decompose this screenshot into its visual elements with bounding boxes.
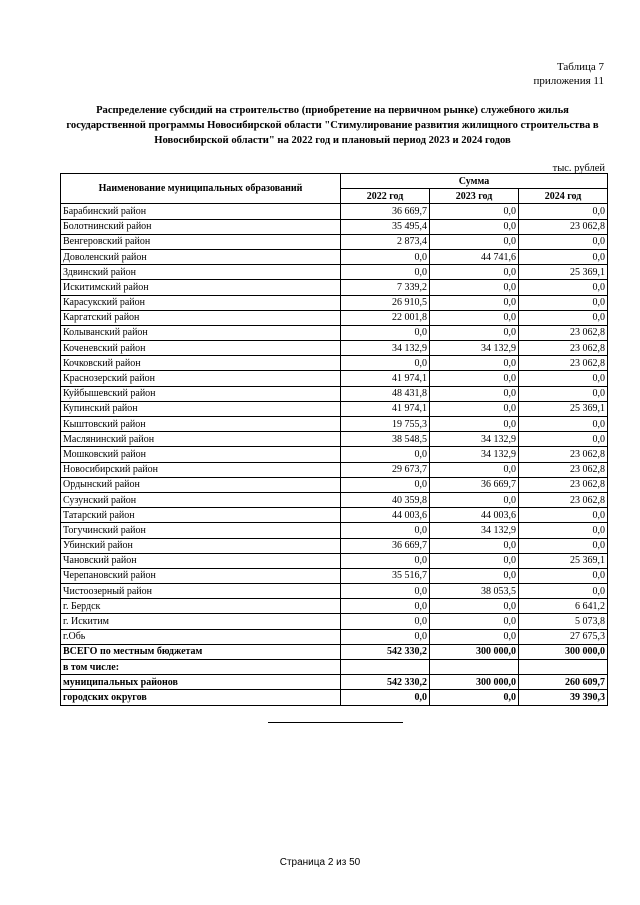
amount-2024-cell: 23 062,8: [519, 492, 608, 507]
municipality-name-cell: г. Бердск: [61, 599, 341, 614]
amount-2022-cell: 0,0: [341, 356, 430, 371]
amount-2023-cell: 0,0: [430, 310, 519, 325]
amount-2023-cell: 34 132,9: [430, 341, 519, 356]
subsidy-table: [60, 173, 608, 706]
amount-2022-cell: 41 974,1: [341, 401, 430, 416]
column-header-sum: Сумма: [341, 174, 608, 189]
amount-2024-cell: 0,0: [519, 280, 608, 295]
page-number: Страница 2 из 50: [279, 857, 361, 868]
amount-2022-cell: 29 673,7: [341, 462, 430, 477]
amount-2022-cell: 26 910,5: [341, 295, 430, 310]
amount-2022-cell: 0,0: [341, 325, 430, 340]
amount-2024-cell: 25 369,1: [519, 553, 608, 568]
amount-2023-cell: 0,0: [430, 325, 519, 340]
amount-2023-cell: 34 132,9: [430, 523, 519, 538]
table-row: [61, 219, 608, 234]
table-row: [61, 523, 608, 538]
amount-2022-cell: 36 669,7: [341, 204, 430, 219]
amount-2024-cell: 0,0: [519, 584, 608, 599]
amount-2023-cell: 34 132,9: [430, 447, 519, 462]
amount-2022-cell: 0,0: [341, 477, 430, 492]
amount-2022-cell: 542 330,2: [341, 675, 430, 690]
amount-2024-cell: 23 062,8: [519, 341, 608, 356]
amount-2023-cell: 36 669,7: [430, 477, 519, 492]
table-label: Таблица 7: [556, 61, 604, 73]
amount-2023-cell: 0,0: [430, 462, 519, 477]
municipality-name-cell: Венгеровский район: [61, 234, 341, 249]
amount-2024-cell: 0,0: [519, 523, 608, 538]
amount-2024-cell: 0,0: [519, 386, 608, 401]
municipality-name-cell: Мошковский район: [61, 447, 341, 462]
amount-2022-cell: 35 516,7: [341, 568, 430, 583]
table-row: [61, 371, 608, 386]
table-row: [61, 386, 608, 401]
amount-2024-cell: 23 062,8: [519, 356, 608, 371]
table-row: [61, 553, 608, 568]
municipality-name-cell: Маслянинский район: [61, 432, 341, 447]
municipality-name-cell: г.Обь: [61, 629, 341, 644]
table-row: [61, 249, 608, 264]
amount-2023-cell: 0,0: [430, 690, 519, 705]
amount-2023-cell: 0,0: [430, 492, 519, 507]
amount-2022-cell: 34 132,9: [341, 341, 430, 356]
municipality-name-cell: Убинский район: [61, 538, 341, 553]
empty-cell: [341, 660, 430, 675]
amount-2024-cell: 27 675,3: [519, 629, 608, 644]
municipality-name-cell: Краснозерский район: [61, 371, 341, 386]
units-label: тыс. рублей: [552, 163, 605, 174]
municipality-name-cell: Чистоозерный район: [61, 584, 341, 599]
amount-2023-cell: 0,0: [430, 386, 519, 401]
table-row: [61, 477, 608, 492]
municipality-name-cell: Коченевский район: [61, 341, 341, 356]
municipality-name-cell: Ордынский район: [61, 477, 341, 492]
municipality-name-cell: Купинский район: [61, 401, 341, 416]
municipality-name-cell: Каргатский район: [61, 310, 341, 325]
table-row: [61, 325, 608, 340]
amount-2023-cell: 0,0: [430, 280, 519, 295]
amount-2023-cell: 0,0: [430, 234, 519, 249]
municipality-name-cell: муниципальных районов: [61, 675, 341, 690]
amount-2023-cell: 0,0: [430, 295, 519, 310]
amount-2024-cell: 0,0: [519, 568, 608, 583]
table-row: [61, 584, 608, 599]
column-header-year-2024: 2024 год: [519, 189, 608, 204]
amount-2023-cell: 0,0: [430, 356, 519, 371]
column-header-name: Наименование муниципальных образований: [61, 174, 341, 204]
amount-2022-cell: 44 003,6: [341, 508, 430, 523]
empty-cell: [519, 660, 608, 675]
amount-2022-cell: 0,0: [341, 447, 430, 462]
amount-2022-cell: 0,0: [341, 523, 430, 538]
including-row: [61, 660, 608, 675]
amount-2024-cell: 0,0: [519, 310, 608, 325]
including-label: в том числе:: [61, 660, 341, 675]
amount-2023-cell: 0,0: [430, 401, 519, 416]
municipality-name-cell: Чановский район: [61, 553, 341, 568]
amount-2023-cell: 0,0: [430, 204, 519, 219]
amount-2022-cell: 0,0: [341, 629, 430, 644]
amount-2023-cell: 44 003,6: [430, 508, 519, 523]
municipality-name-cell: Болотнинский район: [61, 219, 341, 234]
amount-2024-cell: 5 073,8: [519, 614, 608, 629]
amount-2023-cell: 0,0: [430, 417, 519, 432]
amount-2024-cell: 300 000,0: [519, 644, 608, 659]
amount-2023-cell: 44 741,6: [430, 249, 519, 264]
amount-2022-cell: 19 755,3: [341, 417, 430, 432]
table-row: [61, 204, 608, 219]
amount-2024-cell: 0,0: [519, 432, 608, 447]
column-header-year-2022: 2022 год: [341, 189, 430, 204]
table-row: [61, 629, 608, 644]
amount-2023-cell: 300 000,0: [430, 644, 519, 659]
amount-2022-cell: 35 495,4: [341, 219, 430, 234]
amount-2024-cell: 0,0: [519, 371, 608, 386]
header-row: [61, 174, 608, 189]
amount-2023-cell: 0,0: [430, 629, 519, 644]
municipality-name-cell: Тогучинский район: [61, 523, 341, 538]
amount-2023-cell: 34 132,9: [430, 432, 519, 447]
amount-2024-cell: 23 062,8: [519, 447, 608, 462]
amount-2022-cell: 36 669,7: [341, 538, 430, 553]
amount-2024-cell: 6 641,2: [519, 599, 608, 614]
amount-2022-cell: 22 001,8: [341, 310, 430, 325]
amount-2022-cell: 0,0: [341, 690, 430, 705]
municipality-name-cell: г. Искитим: [61, 614, 341, 629]
municipality-name-cell: Сузунский район: [61, 492, 341, 507]
municipality-name-cell: Карасукский район: [61, 295, 341, 310]
amount-2024-cell: 0,0: [519, 508, 608, 523]
amount-2022-cell: 40 359,8: [341, 492, 430, 507]
amount-2022-cell: 0,0: [341, 265, 430, 280]
closing-rule: [268, 722, 403, 723]
amount-2022-cell: 0,0: [341, 553, 430, 568]
table-row: [61, 568, 608, 583]
amount-2023-cell: 0,0: [430, 614, 519, 629]
municipality-name-cell: Колыванский район: [61, 325, 341, 340]
amount-2024-cell: 23 062,8: [519, 325, 608, 340]
table-row: [61, 417, 608, 432]
amount-2024-cell: 23 062,8: [519, 477, 608, 492]
table-row: [61, 538, 608, 553]
amount-2024-cell: 0,0: [519, 204, 608, 219]
amount-2022-cell: 542 330,2: [341, 644, 430, 659]
municipality-name-cell: Кыштовский район: [61, 417, 341, 432]
municipality-name-cell: Искитимский район: [61, 280, 341, 295]
amount-2022-cell: 0,0: [341, 614, 430, 629]
municipality-name-cell: Барабинский район: [61, 204, 341, 219]
table-row: [61, 234, 608, 249]
table-row: [61, 265, 608, 280]
amount-2023-cell: 38 053,5: [430, 584, 519, 599]
urban-districts-row: [61, 690, 608, 705]
amount-2022-cell: 41 974,1: [341, 371, 430, 386]
table-row: [61, 508, 608, 523]
amount-2023-cell: 0,0: [430, 265, 519, 280]
table-reference: [533, 61, 604, 88]
amount-2023-cell: 0,0: [430, 371, 519, 386]
amount-2024-cell: 25 369,1: [519, 265, 608, 280]
municipality-name-cell: Черепановский район: [61, 568, 341, 583]
table-row: [61, 614, 608, 629]
amount-2022-cell: 0,0: [341, 584, 430, 599]
amount-2024-cell: 23 062,8: [519, 219, 608, 234]
amount-2022-cell: 0,0: [341, 599, 430, 614]
amount-2022-cell: 0,0: [341, 249, 430, 264]
table-row: [61, 401, 608, 416]
amount-2024-cell: 39 390,3: [519, 690, 608, 705]
amount-2024-cell: 25 369,1: [519, 401, 608, 416]
document-title: Распределение субсидий на строительство (приобретение на первичном рынке) служебного жилья государственной программы Новосибирской области "Стимулирование развития жилищного строительства в Новосибирской области" на 2022 год и плановый период 2023 и 2024 годов: [66, 105, 599, 146]
municipality-name-cell: Новосибирский район: [61, 462, 341, 477]
amount-2023-cell: 0,0: [430, 568, 519, 583]
amount-2024-cell: 260 609,7: [519, 675, 608, 690]
municipality-name-cell: Кочковский район: [61, 356, 341, 371]
table-row: [61, 280, 608, 295]
amount-2024-cell: 0,0: [519, 538, 608, 553]
table-row: [61, 310, 608, 325]
amount-2022-cell: 7 339,2: [341, 280, 430, 295]
municipality-name-cell: Татарский район: [61, 508, 341, 523]
amount-2023-cell: 300 000,0: [430, 675, 519, 690]
table-row: [61, 492, 608, 507]
amount-2023-cell: 0,0: [430, 538, 519, 553]
table-row: [61, 295, 608, 310]
table-row: [61, 462, 608, 477]
amount-2022-cell: 38 548,5: [341, 432, 430, 447]
amount-2022-cell: 2 873,4: [341, 234, 430, 249]
amount-2024-cell: 0,0: [519, 249, 608, 264]
municipality-name-cell: Здвинский район: [61, 265, 341, 280]
table-row: [61, 599, 608, 614]
amount-2022-cell: 48 431,8: [341, 386, 430, 401]
amount-2024-cell: 0,0: [519, 295, 608, 310]
amount-2024-cell: 23 062,8: [519, 462, 608, 477]
table-row: [61, 432, 608, 447]
amount-2023-cell: 0,0: [430, 219, 519, 234]
table-row: [61, 356, 608, 371]
total-row: [61, 644, 608, 659]
municipality-name-cell: городских округов: [61, 690, 341, 705]
table-row: [61, 447, 608, 462]
municipality-name-cell: ВСЕГО по местным бюджетам: [61, 644, 341, 659]
municipality-name-cell: Куйбышевский район: [61, 386, 341, 401]
amount-2024-cell: 0,0: [519, 417, 608, 432]
municipality-name-cell: Доволенский район: [61, 249, 341, 264]
empty-cell: [430, 660, 519, 675]
amount-2023-cell: 0,0: [430, 553, 519, 568]
table-row: [61, 341, 608, 356]
amount-2024-cell: 0,0: [519, 234, 608, 249]
amount-2023-cell: 0,0: [430, 599, 519, 614]
municipal-districts-row: [61, 675, 608, 690]
column-header-year-2023: 2023 год: [430, 189, 519, 204]
appendix-label: приложения 11: [533, 74, 604, 87]
